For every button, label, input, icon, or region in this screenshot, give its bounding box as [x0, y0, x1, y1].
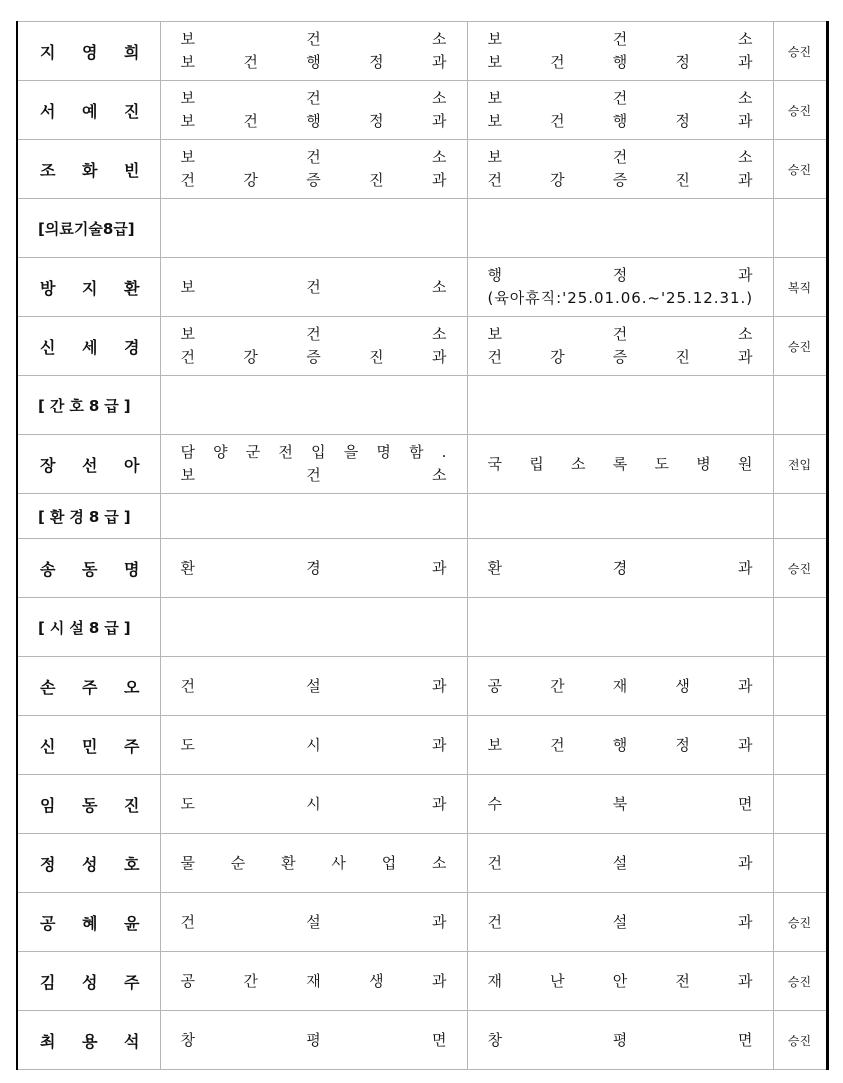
- new-post-line: 수 북 면: [487, 794, 753, 813]
- previous-post-cell: [160, 834, 467, 893]
- new-post-line: 건 강 증 진 과: [487, 171, 753, 189]
- group-heading: [환경8급]: [38, 507, 136, 526]
- group-heading-cell: [17, 598, 160, 657]
- new-post-cell: [467, 376, 773, 435]
- employee-name-cell: [17, 952, 160, 1011]
- table-row: [17, 657, 827, 716]
- table-row: [17, 140, 827, 199]
- previous-post-cell: [160, 1011, 467, 1070]
- new-post-line: 건 설 과: [487, 853, 753, 872]
- previous-post-cell: [160, 893, 467, 952]
- note-cell: [773, 598, 827, 657]
- table-row: [17, 893, 827, 952]
- new-post-cell: [467, 22, 773, 81]
- employee-name-cell: [17, 716, 160, 775]
- previous-post-cell: [160, 81, 467, 140]
- table-row: [17, 258, 827, 317]
- group-row: [17, 494, 827, 539]
- previous-post-cell: [160, 376, 467, 435]
- employee-name-cell: [17, 140, 160, 199]
- note-cell: [773, 199, 827, 258]
- new-post-cell: [467, 258, 773, 317]
- employee-name: 송 동 명: [40, 559, 140, 579]
- status-badge: 승진: [787, 915, 812, 930]
- table-row: [17, 952, 827, 1011]
- group-heading: [시설8급]: [38, 618, 136, 637]
- note-cell: [773, 376, 827, 435]
- table-row: [17, 22, 827, 81]
- note-cell: [773, 775, 827, 834]
- new-post-line: 행 정 과: [487, 266, 753, 284]
- note-cell: [773, 140, 827, 199]
- new-post-cell: [467, 435, 773, 494]
- previous-post-cell: [160, 598, 467, 657]
- new-post-line: 건 강 증 진 과: [487, 348, 753, 366]
- previous-post-cell: [160, 22, 467, 81]
- group-heading: [의료기술8급]: [38, 219, 135, 238]
- new-post-cell: [467, 893, 773, 952]
- previous-post-cell: [160, 775, 467, 834]
- previous-post-cell: [160, 952, 467, 1011]
- employee-name-cell: [17, 539, 160, 598]
- new-post-cell: [467, 716, 773, 775]
- new-post-cell: [467, 140, 773, 199]
- previous-post-line: 보 건 소: [180, 325, 447, 343]
- previous-post-line: 건 강 증 진 과: [180, 348, 447, 366]
- status-badge: 승진: [787, 561, 812, 576]
- new-post-line: ( 육 아 휴 직 : ' 2 5 . 0 1 . 0 6 . ~ ' 2 5 . 1 2 . 3 1 . ): [487, 289, 753, 307]
- new-post-line: 창 평 면: [487, 1030, 753, 1049]
- note-cell: [773, 494, 827, 539]
- personnel-transfer-table: [16, 21, 829, 1070]
- employee-name-cell: [17, 775, 160, 834]
- new-post-line: 건 설 과: [487, 912, 753, 931]
- status-badge: 승진: [787, 1033, 812, 1048]
- previous-post-line: 도 시 과: [180, 735, 447, 754]
- new-post-cell: [467, 657, 773, 716]
- group-heading-cell: [17, 494, 160, 539]
- new-post-line: 보 건 행 정 과: [487, 112, 753, 130]
- note-cell: [773, 657, 827, 716]
- employee-name-cell: [17, 317, 160, 376]
- employee-name-cell: [17, 22, 160, 81]
- new-post-cell: [467, 199, 773, 258]
- previous-post-line: 담 양 군 전 입 을 명 함 .: [180, 443, 447, 461]
- previous-post-line: 보 건 소: [180, 277, 447, 296]
- table-row: [17, 81, 827, 140]
- employee-name: 임 동 진: [40, 795, 140, 815]
- note-cell: [773, 716, 827, 775]
- group-row: [17, 199, 827, 258]
- group-heading-cell: [17, 199, 160, 258]
- table-row: [17, 539, 827, 598]
- previous-post-cell: [160, 258, 467, 317]
- new-post-cell: [467, 81, 773, 140]
- note-cell: [773, 258, 827, 317]
- status-badge: 승진: [787, 103, 812, 118]
- group-row: [17, 598, 827, 657]
- note-cell: [773, 539, 827, 598]
- previous-post-line: 보 건 소: [180, 466, 447, 484]
- previous-post-line: 공 간 재 생 과: [180, 971, 447, 990]
- note-cell: [773, 952, 827, 1011]
- previous-post-line: 보 건 소: [180, 30, 447, 48]
- previous-post-line: 보 건 행 정 과: [180, 53, 447, 71]
- employee-name: 방 지 환: [40, 278, 140, 298]
- group-heading: [간호8급]: [38, 396, 136, 415]
- previous-post-line: 환 경 과: [180, 558, 447, 577]
- previous-post-line: 물 순 환 사 업 소: [180, 853, 447, 872]
- table-row: [17, 775, 827, 834]
- employee-name: 지 영 희: [40, 42, 140, 62]
- table-row: [17, 1011, 827, 1070]
- previous-post-line: 창 평 면: [180, 1030, 447, 1049]
- previous-post-cell: [160, 435, 467, 494]
- previous-post-cell: [160, 657, 467, 716]
- new-post-line: 재 난 안 전 과: [487, 971, 753, 990]
- new-post-cell: [467, 494, 773, 539]
- table-row: [17, 834, 827, 893]
- new-post-line: 보 건 행 정 과: [487, 53, 753, 71]
- employee-name-cell: [17, 834, 160, 893]
- employee-name: 장 선 아: [40, 455, 140, 475]
- new-post-cell: [467, 1011, 773, 1070]
- status-badge: 전입: [787, 457, 812, 472]
- new-post-cell: [467, 598, 773, 657]
- note-cell: [773, 834, 827, 893]
- note-cell: [773, 1011, 827, 1070]
- status-badge: 승진: [787, 44, 812, 59]
- employee-name-cell: [17, 893, 160, 952]
- employee-name-cell: [17, 657, 160, 716]
- note-cell: [773, 435, 827, 494]
- group-row: [17, 376, 827, 435]
- employee-name: 김 성 주: [40, 972, 140, 992]
- previous-post-line: 건 강 증 진 과: [180, 171, 447, 189]
- employee-name: 공 혜 윤: [40, 913, 140, 933]
- employee-name-cell: [17, 1011, 160, 1070]
- new-post-line: 보 건 소: [487, 325, 753, 343]
- previous-post-line: 보 건 소: [180, 148, 447, 166]
- new-post-cell: [467, 775, 773, 834]
- previous-post-line: 보 건 소: [180, 89, 447, 107]
- note-cell: [773, 893, 827, 952]
- employee-name-cell: [17, 81, 160, 140]
- status-badge: 승진: [787, 339, 812, 354]
- previous-post-cell: [160, 716, 467, 775]
- table-row: [17, 317, 827, 376]
- new-post-cell: [467, 317, 773, 376]
- status-badge: 승진: [787, 974, 812, 989]
- employee-name: 신 민 주: [40, 736, 140, 756]
- new-post-line: 보 건 행 정 과: [487, 735, 753, 754]
- employee-name-cell: [17, 435, 160, 494]
- previous-post-cell: [160, 494, 467, 539]
- new-post-line: 보 건 소: [487, 30, 753, 48]
- employee-name: 조 화 빈: [40, 160, 140, 180]
- previous-post-cell: [160, 317, 467, 376]
- new-post-line: 환 경 과: [487, 558, 753, 577]
- employee-name: 손 주 오: [40, 677, 140, 697]
- previous-post-line: 도 시 과: [180, 794, 447, 813]
- employee-name: 정 성 호: [40, 854, 140, 874]
- note-cell: [773, 81, 827, 140]
- new-post-line: 보 건 소: [487, 89, 753, 107]
- table-row: [17, 435, 827, 494]
- new-post-line: 공 간 재 생 과: [487, 676, 753, 695]
- previous-post-line: 보 건 행 정 과: [180, 112, 447, 130]
- previous-post-cell: [160, 199, 467, 258]
- group-heading-cell: [17, 376, 160, 435]
- previous-post-line: 건 설 과: [180, 912, 447, 931]
- note-cell: [773, 317, 827, 376]
- previous-post-cell: [160, 140, 467, 199]
- employee-name: 최 용 석: [40, 1031, 140, 1051]
- employee-name: 서 예 진: [40, 101, 140, 121]
- new-post-cell: [467, 539, 773, 598]
- status-badge: 승진: [787, 162, 812, 177]
- new-post-line: 보 건 소: [487, 148, 753, 166]
- new-post-line: 국 립 소 록 도 병 원: [487, 454, 753, 473]
- personnel-table-page: [16, 21, 826, 1070]
- note-cell: [773, 22, 827, 81]
- employee-name-cell: [17, 258, 160, 317]
- employee-name: 신 세 경: [40, 337, 140, 357]
- new-post-cell: [467, 952, 773, 1011]
- status-badge: 복직: [787, 280, 812, 295]
- new-post-cell: [467, 834, 773, 893]
- previous-post-cell: [160, 539, 467, 598]
- table-row: [17, 716, 827, 775]
- previous-post-line: 건 설 과: [180, 676, 447, 695]
